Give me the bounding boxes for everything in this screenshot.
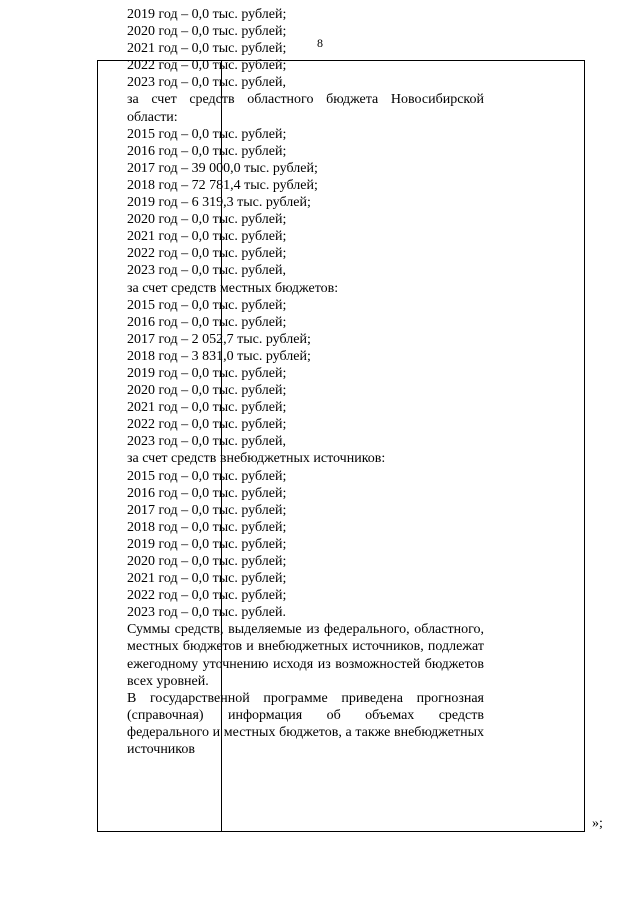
note-forecast-paragraph: В государственной программе приведена прогнозная (справочная) информация об объемах средств федерального и местных бюджетов, а также внебюджетных источников: [127, 690, 484, 758]
list-item: 2018 год – 3 831,0 тыс. рублей;: [127, 348, 311, 364]
federal-continued-list: [127, 6, 484, 91]
list-item: 2023 год – 0,0 тыс. рублей,: [127, 263, 286, 279]
list-item: 2016 год – 0,0 тыс. рублей;: [127, 143, 287, 159]
list-item: 2019 год – 6 319,3 тыс. рублей;: [127, 195, 311, 211]
list-item: 2021 год – 0,0 тыс. рублей;: [127, 571, 287, 587]
list-item: 2017 год – 39 000,0 тыс. рублей;: [127, 160, 318, 176]
list-item: 2021 год – 0,0 тыс. рублей;: [127, 229, 287, 245]
list-item: 2021 год – 0,0 тыс. рублей;: [127, 41, 287, 57]
list-item: 2019 год – 0,0 тыс. рублей;: [127, 7, 287, 22]
regional-list: [127, 126, 484, 280]
list-item: 2022 год – 0,0 тыс. рублей;: [127, 58, 287, 74]
list-item: 2022 год – 0,0 тыс. рублей;: [127, 588, 287, 604]
list-item: 2019 год – 0,0 тыс. рублей;: [127, 365, 287, 381]
list-item: 2022 год – 0,0 тыс. рублей;: [127, 246, 287, 262]
list-item: 2015 год – 0,0 тыс. рублей;: [127, 468, 287, 484]
list-item: 2020 год – 0,0 тыс. рублей;: [127, 383, 287, 399]
list-item: 2016 год – 0,0 тыс. рублей;: [127, 485, 287, 501]
list-item: 2016 год – 0,0 тыс. рублей;: [127, 314, 287, 330]
list-item: 2017 год – 0,0 тыс. рублей;: [127, 502, 287, 518]
funding-cell: [127, 6, 484, 758]
list-item: 2023 год – 0,0 тыс. рублей,: [127, 75, 286, 91]
local-heading: за счет средств местных бюджетов:: [127, 280, 339, 296]
list-item: 2021 год – 0,0 тыс. рублей;: [127, 400, 287, 416]
list-item: 2017 год – 2 052,7 тыс. рублей;: [127, 331, 311, 347]
list-item: 2022 год – 0,0 тыс. рублей;: [127, 417, 287, 433]
list-item: 2015 год – 0,0 тыс. рублей;: [127, 126, 287, 142]
list-item: 2019 год – 0,0 тыс. рублей;: [127, 536, 287, 552]
page-number: 8: [317, 36, 323, 50]
list-item: 2015 год – 0,0 тыс. рублей;: [127, 297, 287, 313]
local-list: [127, 297, 484, 451]
list-item: 2020 год – 0,0 тыс. рублей;: [127, 24, 287, 40]
note-sums-paragraph: Суммы средств, выделяемые из федерального, областного, местных бюджетов и внебюджетных источников, подлежат ежегодному уточнению исходя из возможностей бюджетов всех уровней.: [127, 622, 484, 689]
regional-heading: за счет средств областного бюджета Новосибирской области:: [127, 92, 484, 125]
list-item: 2023 год – 0,0 тыс. рублей,: [127, 434, 286, 450]
extrabudgetary-heading: за счет средств внебюджетных источников:: [127, 451, 386, 467]
list-item: 2020 год – 0,0 тыс. рублей;: [127, 554, 287, 569]
list-item: 2018 год – 0,0 тыс. рублей;: [127, 519, 287, 535]
list-item: 2018 год – 72 781,4 тыс. рублей;: [127, 177, 318, 193]
extrabudgetary-list: [127, 468, 484, 622]
list-item: 2023 год – 0,0 тыс. рублей.: [127, 605, 286, 621]
closing-quote-mark: »;: [592, 816, 603, 831]
list-item: 2020 год – 0,0 тыс. рублей;: [127, 212, 287, 228]
